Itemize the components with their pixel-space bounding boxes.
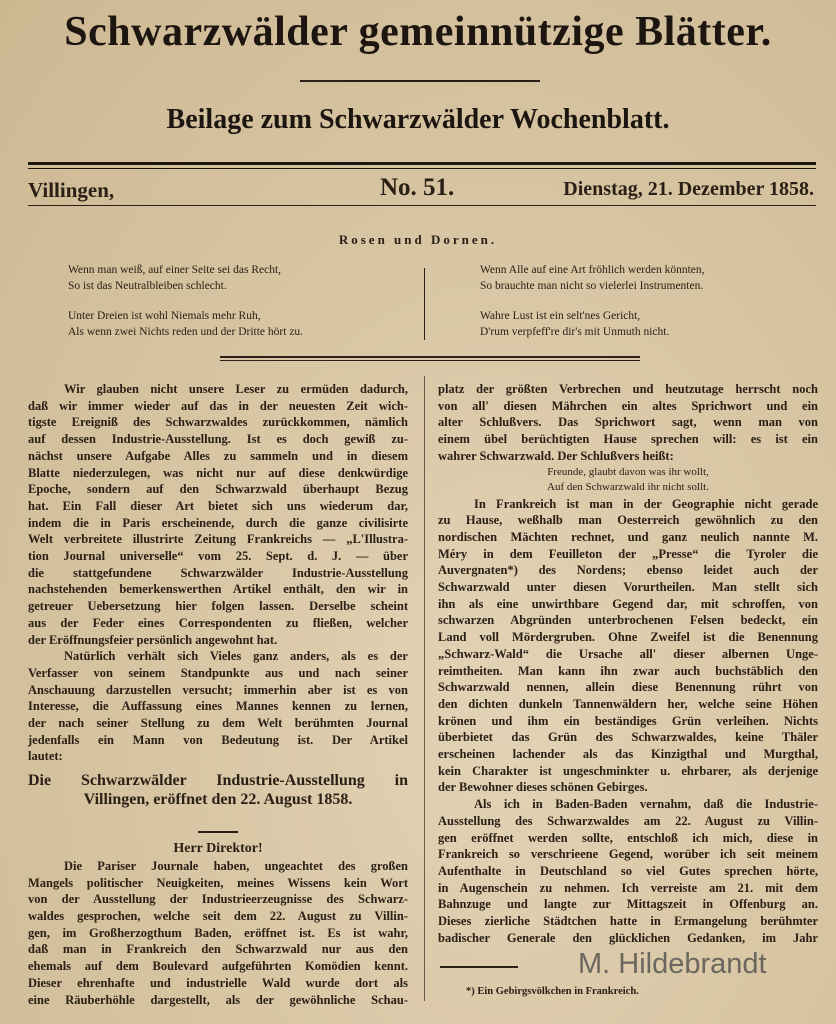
text-line: überbietet das Grün des Schwarzwaldes, keine Thäler <box>438 730 818 745</box>
text-line: Als ich in Baden-Baden vernahm, daß die Industrie- <box>474 797 818 812</box>
text-line: „Schwarz-Wald“ die Ursache all' dieser albernen Unge- <box>438 646 818 661</box>
text-line: kein Charakter ist ungeschminkter u. ehrbarer, als derjenige <box>438 763 818 778</box>
issue-number: No. 51. <box>380 174 455 201</box>
issue-date: Dienstag, 21. Dezember 1858. <box>563 178 814 200</box>
text-line: Welt verbreitete illustrirte Zeitung Frankreichs — „L'Illustra- <box>28 532 408 547</box>
text-line: Dieser ehrenhafte und industrielle Wald wurde dort als <box>28 975 408 990</box>
paragraph <box>28 858 408 1008</box>
header-rule-thin <box>28 168 816 169</box>
text-line: Land voll Mördergruben. Ohne Zweifel ist die Benennung <box>438 630 818 645</box>
text-line: Méry in dem Feuilleton der „Presse“ die Tyroler die <box>438 546 818 561</box>
text-line: zu Hause, weßhalb man Oesterreich gewöhnlich zu den <box>438 513 818 528</box>
masthead-subtitle: Beilage zum Schwarzwälder Wochenblatt. <box>166 104 670 135</box>
text-line: ehemals auf dem Boulevard aufgeführten Komödien kennt. <box>28 959 408 974</box>
text-line: der Bewohner dieses schönen Gebirges. <box>438 780 648 795</box>
poem-stanza <box>480 308 705 340</box>
text-line: erscheinen lachender als das Kinzigthal und Murgthal, <box>438 747 818 762</box>
text-line: eine Räuberhöhle dargestellt, als der gewöhnliche Schau- <box>28 992 408 1007</box>
text-line: wahrer Schwarzwald. Der Schlußvers heißt: <box>438 448 674 463</box>
text-line: Schwarzwald nennen, allein diese Benennung rührt von <box>438 680 818 695</box>
poem-rule-thin <box>220 360 640 361</box>
text-line: auf dessen Industrie-Ausstellung. Ist es doch gewiß zu- <box>28 432 408 447</box>
text-line: nordischen Mächten rechnet, und ganz neulich nannte M. <box>438 529 818 544</box>
paragraph <box>28 648 408 765</box>
text-line: nächst unsere Aufgabe Alles zu sammeln und in diesem <box>28 448 408 463</box>
poem-line: So ist das Neutralbleiben schlecht. <box>68 280 227 292</box>
issue-place: Villingen, <box>28 178 115 202</box>
text-line: von der Ausstellung der Industrieerzeugnisse des Schwarz- <box>28 892 408 907</box>
text-line: daß wir immer wieder auf das in der neuesten Zeit wich- <box>28 398 408 413</box>
text-line: Aufenthalte in Deutschland so viel Gutes sprechen hörte, <box>438 863 818 878</box>
text-line: daß man in Frankreich den Schwarzwald nur aus den <box>28 942 408 957</box>
text-line: platz der größten Verbrechen und heutzutage herrscht noch <box>438 382 818 396</box>
text-line: einem übel berüchtigten Hause sprechen will: es ist ein <box>438 432 818 447</box>
footnote-rule <box>440 966 518 968</box>
article-heading <box>28 771 408 809</box>
watermark: M. Hildebrandt <box>578 948 767 980</box>
text-line: Wir glauben nicht unsere Leser zu ermüden dadurch, <box>64 382 408 396</box>
text-line: tigste Ereigniß des Schwarzwaldes zurückkommen, nämlich <box>28 415 408 430</box>
article-right-column <box>438 381 818 947</box>
text-line: aus der Feder eines Correspondenten zu fließen, welcher <box>28 615 408 630</box>
text-line: tion Journal universelle“ vom 25. Sept. d. J. — über <box>28 549 408 564</box>
text-line: Frankreich so verschrieene Gegend, worüber ich seit meinem <box>438 847 818 862</box>
paragraph <box>438 381 818 465</box>
text-line: Interesse, die Auffassung eines Mannes kennen zu lernen, <box>28 699 408 714</box>
article-left-column <box>28 381 408 1008</box>
issue-rule <box>28 205 816 206</box>
header-rule-thick <box>28 162 816 165</box>
text-line: die stattgefundene Schwarzwälder Industrie-Ausstellung <box>28 565 408 580</box>
text-line: Natürlich verhält sich Vieles ganz anders, als es der <box>64 649 408 664</box>
masthead-title: Schwarzwälder gemeinnützige Blätter. <box>64 9 772 55</box>
text-line: in Augenschein zu nehmen. Ich verreiste am 21. mit dem <box>438 880 818 895</box>
poem-line: So brauchte man nicht so vielerlei Instrumenten. <box>480 280 704 292</box>
poem-right-column <box>480 262 705 354</box>
poem-line: Als wenn zwei Nichts reden und der Dritte hört zu. <box>68 326 304 338</box>
poem-line: D'rum verpfeff're dir's mit Unmuth nicht. <box>480 326 670 338</box>
footnote: *) Ein Gebirgsvölkchen in Frankreich. <box>466 986 639 997</box>
text-line: Anschauung darzustellen versucht; immerhin aber ist es von <box>28 682 408 697</box>
article-heading-line: Villingen, eröffnet den 22. August 1858. <box>83 791 353 809</box>
text-line: badischer Generale den glücklichen Gedanken, im Jahr <box>438 930 818 945</box>
paragraph <box>438 796 818 946</box>
text-line: Blatte niederzulegen, was nicht nur auf diese denkwürdige <box>28 465 408 480</box>
text-line: Bahnzuge und langte zur Mittagszeit in Offenburg an. <box>438 897 818 912</box>
text-line: Ausstellung des Schwarzwaldes am 22. August zu Villin- <box>438 813 818 828</box>
text-line: Die Pariser Journale haben, ungeachtet des großen <box>64 858 408 873</box>
text-line: ihn als eine unwirthbare Gegend dar, mit schroffen, von <box>438 596 818 611</box>
poem-line: Wahre Lust ist ein selt'nes Gericht, <box>480 310 641 322</box>
text-line: von all' diesen Mährchen ein altes Sprichwort und ein <box>438 398 818 413</box>
poem-line: Unter Dreien ist wohl Niemals mehr Ruh, <box>68 310 261 322</box>
text-line: waldes gesprochen, welche seit dem 22. August zu Villin- <box>28 908 408 923</box>
text-line: lautet: <box>28 749 63 764</box>
paragraph <box>28 381 408 648</box>
text-line: hat. Ein Fall dieser Art bietet sich uns wiederum dar, <box>28 498 408 513</box>
quoted-verse <box>438 465 818 496</box>
poem-left-column <box>68 262 303 354</box>
poem-stanza <box>480 262 705 294</box>
text-line: der nach seiner Stellung zu dem Welt berühmten Journal <box>28 716 408 731</box>
text-line: reimtheiten. Man kann ihn zwar auch buchstäblich den <box>438 663 818 678</box>
poem-divider <box>424 268 425 340</box>
text-line: Mangels politischer Neuigkeiten, meines Wissens kein Wort <box>28 875 408 890</box>
article-heading-line: Die Schwarzwälder Industrie-Ausstellung in <box>28 772 408 790</box>
salutation: Herr Direktor! <box>173 841 263 857</box>
text-line: indem die in Paris erscheinende, durch die ganze civilisirte <box>28 515 408 530</box>
poem-title: Rosen und Dornen. <box>338 232 498 247</box>
text-line: den dichten dunkeln Tannenwäldern her, welche seine Höhen <box>438 696 818 711</box>
text-line: schwarzen Abgründen unterbrochenen Felsen bedeckt, ein <box>438 613 818 628</box>
text-line: jedenfalls ein Mann von Bedeutung ist. Der Artikel <box>28 732 408 747</box>
text-line: Auvergnaten*) des Nordens; ebenso leidet auch der <box>438 563 818 578</box>
text-line: gen eröffnet werden sollte, entschloß ich mich, diese in <box>438 830 818 845</box>
text-line: der Eröffnungsfeier persönlich angewohnt hat. <box>28 632 278 647</box>
masthead-rule <box>300 80 540 82</box>
verse-line: Auf den Schwarzwald ihr nicht sollt. <box>547 481 709 494</box>
poem-rule <box>220 356 640 358</box>
text-line: Dieses zierliche Städtchen hatte in Ermangelung berühmter <box>438 914 818 929</box>
text-line: Schwarzwald unter diesen Vorurtheilen. Man stellt sich <box>438 580 818 595</box>
poem-line: Wenn Alle auf eine Art fröhlich werden könnten, <box>480 264 705 276</box>
section-separator <box>198 831 238 833</box>
poem-stanza <box>68 262 303 294</box>
text-line: Verfasser von seinem Standpunkte aus und nach seiner <box>28 665 408 680</box>
poem-line: Wenn man weiß, auf einer Seite sei das Recht, <box>68 264 282 276</box>
column-divider <box>424 376 425 1001</box>
text-line: gen, im Großherzogthum Baden, eröffnet ist. Es ist wahr, <box>28 925 408 940</box>
paragraph <box>438 496 818 797</box>
poem-stanza <box>68 308 303 340</box>
text-line: In Frankreich ist man in der Geographie nicht gerade <box>474 496 818 511</box>
text-line: Epoche, sondern auf den Schwarzwald überhaupt Bezug <box>28 482 408 497</box>
verse-line: Freunde, glaubt davon was ihr wollt, <box>547 465 709 478</box>
text-line: alter Schlußvers. Das Sprichwort sagt, wenn man von <box>438 415 818 430</box>
text-line: nachstehenden bemerkenswerthen Artikel enthält, den wir in <box>28 582 408 597</box>
text-line: krönen und ihm ein beständiges Grün verleihen. Nichts <box>438 713 818 728</box>
text-line: getreuer Uebersetzung hier folgen lassen. Derselbe scheint <box>28 599 408 614</box>
